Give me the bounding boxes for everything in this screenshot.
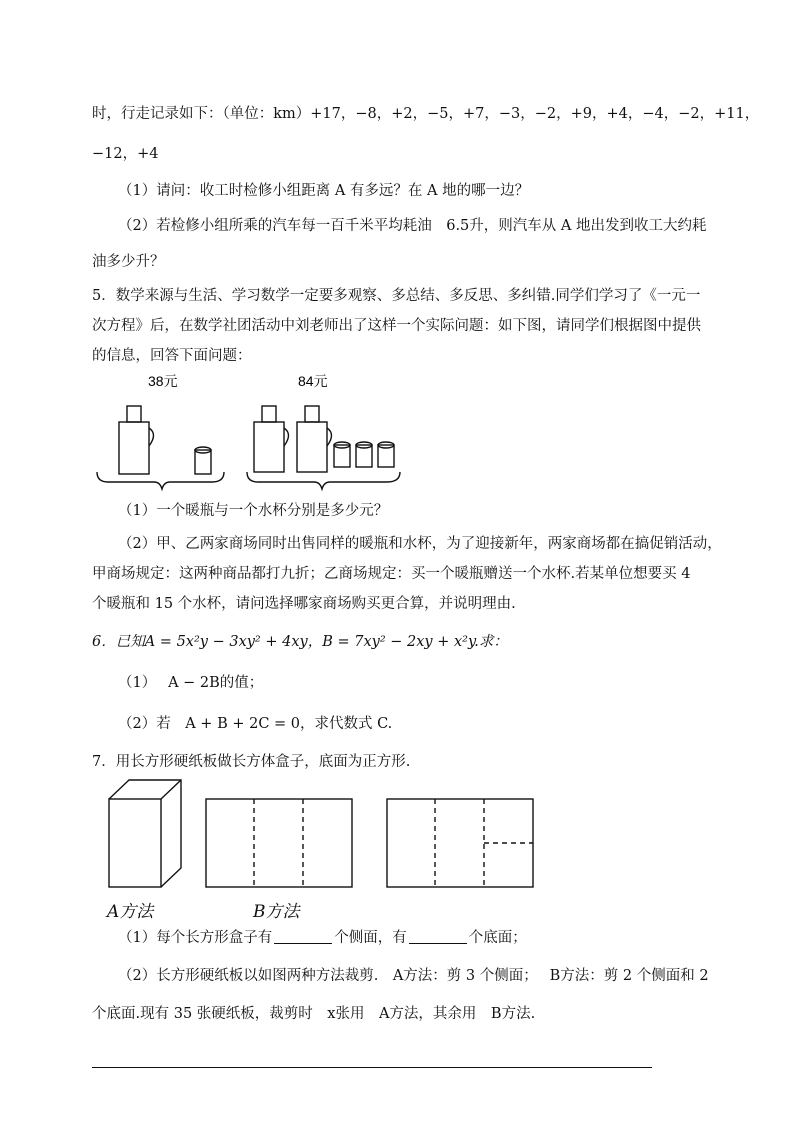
q5-line-3: 的信息，回答下面问题：	[92, 348, 252, 364]
cups-right	[334, 442, 394, 467]
q4-part2: （2）若检修小组所乘的汽车每一百千米平均耗油 6.5升，则汽车从 A 地出发到收工大约耗	[118, 218, 707, 234]
q6-stem: 6．已知A = 5x²y − 3xy² + 4xy，B = 7xy² − 2xy + x²y.求：	[92, 634, 508, 650]
brace-right	[247, 472, 400, 489]
text-line-1: 时，行走记录如下：（单位：km）+17，−8，+2，−5，+7，−3，−2，+9，+4，−4，−2，+11，	[92, 106, 760, 122]
q7-part2-line2: 个底面.现有 35 张硬纸板，裁剪时 x张用 A方法，其余用 B方法.	[92, 1006, 536, 1022]
box-3d	[109, 780, 181, 887]
answer-blank-sides[interactable]	[274, 929, 332, 944]
q5-part2-line3: 个暖瓶和 15 个水杯，请问选择哪家商场购买更合算，并说明理由.	[92, 596, 516, 612]
q7-part1-mid: 个侧面，有	[334, 930, 407, 946]
footer-rule	[92, 1067, 652, 1068]
price-right: 84元	[298, 373, 328, 389]
label-method-a: A方法	[107, 902, 154, 922]
q7-figure	[100, 776, 560, 892]
q5-part2-line2: 甲商场规定：这两种商品都打九折；乙商场规定：买一个暖瓶赠送一个水杯.若某单位想要买 4	[92, 566, 691, 582]
q5-part2-line1: （2）甲、乙两家商场同时出售同样的暖瓶和水杯，为了迎接新年，两家商场都在搞促销活动，	[118, 536, 722, 552]
q7-part1-pre: （1）每个长方形盒子有	[118, 930, 273, 946]
q6-part2: （2）若 A + B + 2C = 0，求代数式 C.	[118, 716, 393, 732]
cup-left	[195, 447, 211, 474]
label-method-b: B方法	[253, 902, 300, 922]
method-a-board	[206, 799, 352, 887]
q7-part2-line1: （2）长方形硬纸板以如图两种方法裁剪. A方法：剪 3 个侧面； B方法：剪 2 个侧面和 2	[118, 968, 709, 984]
text-line-2: −12，+4	[92, 146, 159, 162]
thermos-right-2	[297, 406, 332, 472]
q7-part1-post: 个底面；	[468, 930, 527, 946]
thermos-right-1	[254, 406, 289, 472]
q5-part1: （1）一个暖瓶与一个水杯分别是多少元？	[118, 503, 389, 519]
q4-part2-cont: 油多少升？	[92, 254, 165, 270]
q7-stem: 7．用长方形硬纸板做长方体盒子，底面为正方形.	[92, 754, 411, 770]
q5-line-2: 次方程》后，在数学社团活动中刘老师出了这样一个实际问题：如下图，请同学们根据图中提供	[92, 318, 701, 334]
q5-figure	[92, 368, 412, 500]
price-left: 38元	[148, 373, 178, 389]
answer-blank-bases[interactable]	[409, 929, 467, 944]
method-b-board	[387, 799, 533, 887]
q7-part1	[118, 928, 527, 948]
q6-part1: （1） A − 2B的值；	[118, 675, 264, 691]
thermos-left	[119, 406, 154, 474]
q4-part1: （1）请问：收工时检修小组距离 A 有多远？在 A 地的哪一边？	[118, 183, 530, 199]
q5-line-1: 5．数学来源与生活、学习数学一定要多观察、多总结、多反思、多纠错.同学们学习了《一元一	[92, 288, 701, 304]
